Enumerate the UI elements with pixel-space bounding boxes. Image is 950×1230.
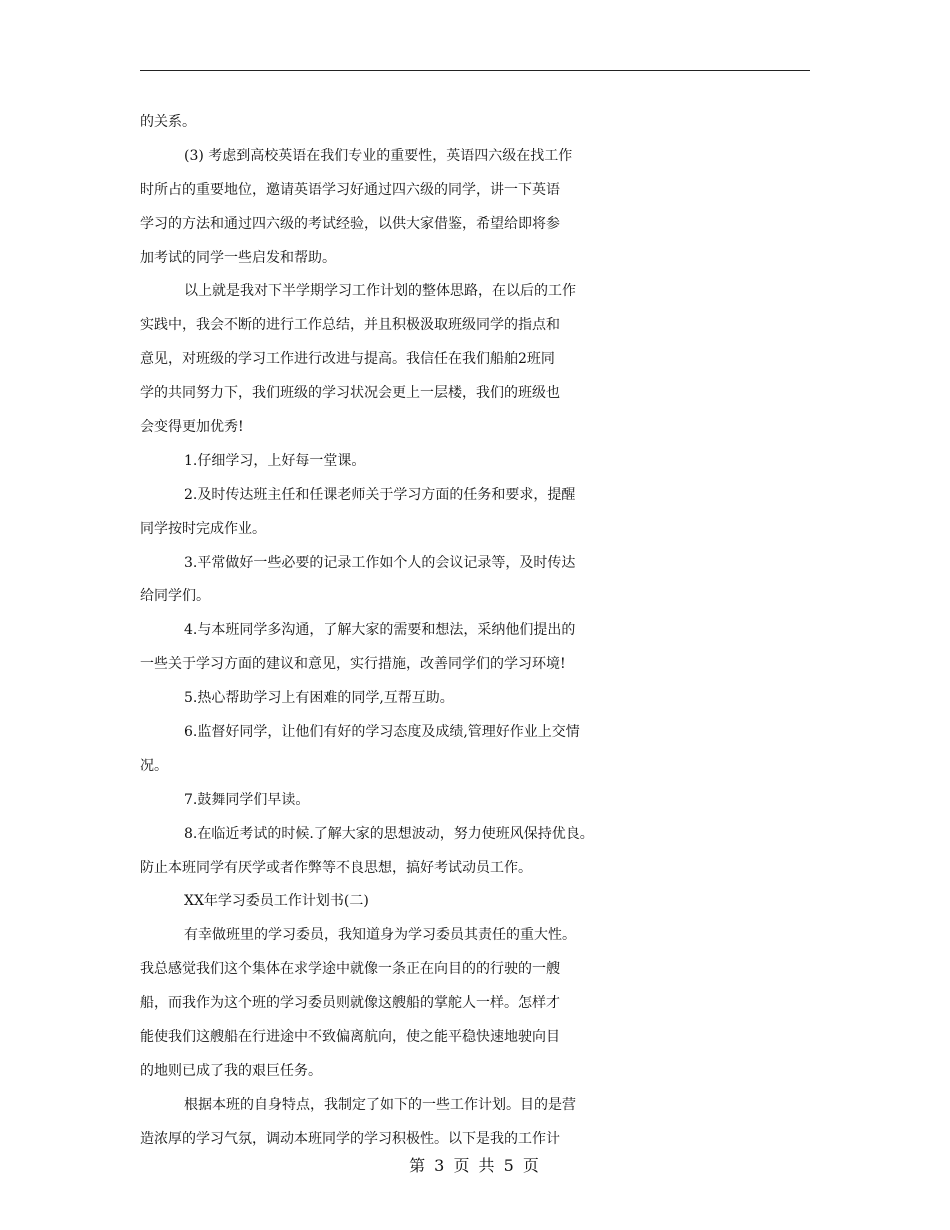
text-line: 5.热心帮助学习上有困难的同学,互帮互助。 <box>184 690 454 707</box>
text-line: 意见，对班级的学习工作进行改进与提高。我信任在我们船舶2班同 <box>140 351 555 368</box>
text-line: 我总感觉我们这个集体在求学途中就像一条正在向目的的行驶的一艘 <box>140 961 560 978</box>
text-line: 以上就是我对下半学期学习工作计划的整体思路，在以后的工作 <box>184 283 576 300</box>
text-line: 防止本班同学有厌学或者作弊等不良思想，搞好考试动员工作。 <box>140 859 532 876</box>
text-line: 能使我们这艘船在行进途中不致偏离航向，使之能平稳快速地驶向目 <box>140 1029 560 1046</box>
body-text <box>140 106 830 1157</box>
text-line: 学的共同努力下，我们班级的学习状况会更上一层楼，我们的班级也 <box>140 385 560 402</box>
text-line: 时所占的重要地位，邀请英语学习好通过四六级的同学，讲一下英语 <box>140 181 560 198</box>
text-line: 3.平常做好一些必要的记录工作如个人的会议记录等，及时传达 <box>184 554 576 571</box>
text-line: (3) 考虑到高校英语在我们专业的重要性，英语四六级在找工作 <box>184 147 573 164</box>
text-line: 学习的方法和通过四六级的考试经验，以供大家借鉴，希望给即将参 <box>140 215 560 232</box>
text-line: 的地则已成了我的艰巨任务。 <box>140 1062 322 1079</box>
text-line: 的关系。 <box>140 114 196 130</box>
text-line: 6.监督好同学，让他们有好的学习态度及成绩,管理好作业上交情 <box>184 724 580 741</box>
text-line: 根据本班的自身特点，我制定了如下的一些工作计划。目的是营 <box>184 1096 576 1113</box>
text-line: 同学按时完成作业。 <box>140 520 266 537</box>
text-line: 会变得更加优秀! <box>140 419 244 436</box>
text-line: 造浓厚的学习气氛，调动本班同学的学习积极性。以下是我的工作计 <box>140 1130 560 1147</box>
text-line: 8.在临近考试的时候.了解大家的思想波动，努力使班风保持优良。 <box>184 825 594 842</box>
text-line: 4.与本班同学多沟通，了解大家的需要和想法，采纳他们提出的 <box>184 622 576 639</box>
text-line: 有幸做班里的学习委员，我知道身为学习委员其责任的重大性。 <box>184 927 576 944</box>
header-rule <box>140 70 810 71</box>
text-line: XX年学习委员工作计划书(二) <box>184 893 369 910</box>
text-line: 加考试的同学一些启发和帮助。 <box>140 249 336 266</box>
text-line: 1.仔细学习，上好每一堂课。 <box>184 452 366 469</box>
text-line: 2.及时传达班主任和任课老师关于学习方面的任务和要求，提醒 <box>184 486 576 503</box>
text-line: 一些关于学习方面的建议和意见，实行措施，改善同学们的学习环境! <box>140 656 566 673</box>
text-line: 7.鼓舞同学们早读。 <box>184 791 310 808</box>
page-footer: 第 3 页 共 5 页 <box>409 1156 541 1175</box>
text-line: 船，而我作为这个班的学习委员则就像这艘船的掌舵人一样。怎样才 <box>140 995 560 1012</box>
text-line: 况。 <box>140 757 168 774</box>
text-line: 实践中，我会不断的进行工作总结，并且积极汲取班级同学的指点和 <box>140 317 560 334</box>
text-line: 给同学们。 <box>140 588 210 605</box>
